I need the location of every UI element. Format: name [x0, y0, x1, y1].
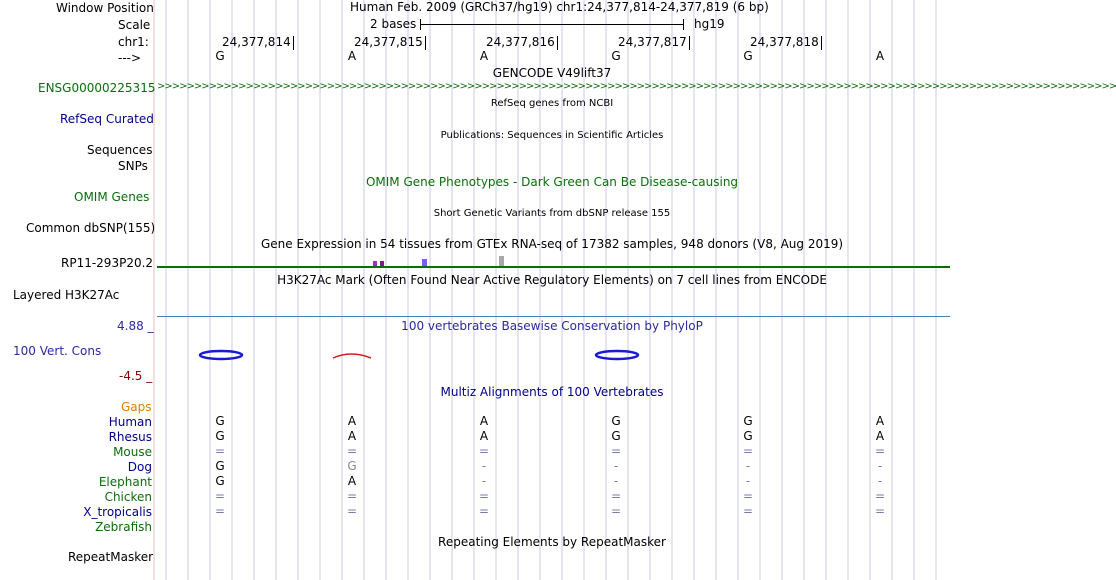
- gtex-expression-bar[interactable]: [422, 259, 427, 266]
- alignment-base: G: [611, 414, 621, 428]
- refseq-curated-label[interactable]: RefSeq Curated: [60, 112, 154, 126]
- alignment-base: -: [613, 474, 619, 488]
- phylop-logo-a[interactable]: [331, 352, 373, 360]
- scale-bases-text: 2 bases: [370, 17, 417, 31]
- multiz-track-title[interactable]: Multiz Alignments of 100 Vertebrates: [440, 385, 664, 399]
- alignment-base: G: [611, 429, 621, 443]
- h3k27ac-signal-line[interactable]: [157, 316, 950, 317]
- gtex-expression-bar[interactable]: [373, 261, 377, 266]
- repeatmasker-label[interactable]: RepeatMasker: [68, 550, 154, 564]
- phylop-min-value: -4.5 _: [119, 369, 153, 383]
- phylop-track-title[interactable]: 100 vertebrates Basewise Conservation by PhyloP: [401, 319, 703, 333]
- alignment-base: A: [479, 429, 489, 443]
- sequence-base: G: [611, 49, 621, 63]
- alignment-base: =: [742, 489, 754, 503]
- alignment-base: G: [215, 429, 225, 443]
- alignment-base: =: [346, 489, 358, 503]
- coordinate-tick: 24,377,818: [750, 35, 819, 49]
- alignment-base: =: [214, 444, 226, 458]
- repeatmasker-track-title[interactable]: Repeating Elements by RepeatMasker: [438, 535, 666, 549]
- chr-label: chr1:: [118, 35, 149, 49]
- sequence-base: A: [347, 49, 357, 63]
- alignment-base: G: [215, 414, 225, 428]
- alignment-base: =: [742, 504, 754, 518]
- gtex-track-title[interactable]: Gene Expression in 54 tissues from GTEx RNA-seq of 17382 samples, 948 donors (V8, Aug 2019): [260, 237, 844, 251]
- species-label[interactable]: Elephant: [98, 475, 152, 489]
- alignment-base: G: [743, 429, 753, 443]
- gencode-gene-label[interactable]: ENSG00000225315: [38, 81, 156, 95]
- layered-h3k27ac-label[interactable]: Layered H3K27Ac: [13, 288, 120, 302]
- gtex-expression-bar[interactable]: [157, 266, 950, 268]
- alignment-base: =: [610, 444, 622, 458]
- publications-track-title[interactable]: Publications: Sequences in Scientific Articles: [440, 130, 664, 141]
- alignment-base: =: [478, 444, 490, 458]
- alignment-base: -: [745, 459, 751, 473]
- gaps-label[interactable]: Gaps: [121, 400, 152, 414]
- assembly-position-text: Human Feb. 2009 (GRCh37/hg19) chr1:24,377,814-24,377,819 (6 bp): [350, 0, 769, 14]
- phylop-logo-g1[interactable]: [199, 349, 245, 361]
- strand-arrow-label[interactable]: --->: [118, 51, 142, 65]
- species-label[interactable]: Human: [108, 415, 152, 429]
- alignment-base: =: [214, 504, 226, 518]
- scale-bar: [420, 24, 684, 25]
- sequence-base: A: [479, 49, 489, 63]
- sequence-base: G: [215, 49, 225, 63]
- alignment-base: -: [613, 459, 619, 473]
- alignment-base: G: [347, 459, 357, 473]
- gtex-gene-label[interactable]: RP11-293P20.2: [61, 256, 154, 270]
- alignment-base: A: [875, 414, 885, 428]
- alignment-base: G: [215, 459, 225, 473]
- alignment-base: G: [215, 474, 225, 488]
- gencode-track-title[interactable]: GENCODE V49lift37: [492, 66, 612, 80]
- phylop-track-label[interactable]: 100 Vert. Cons: [13, 344, 102, 358]
- alignment-base: A: [347, 429, 357, 443]
- refseq-track-title[interactable]: RefSeq genes from NCBI: [490, 98, 614, 109]
- alignment-base: =: [874, 489, 886, 503]
- sequence-base: G: [743, 49, 753, 63]
- coordinate-tick: 24,377,817: [618, 35, 687, 49]
- omim-genes-label[interactable]: OMIM Genes: [74, 190, 150, 204]
- omim-track-title[interactable]: OMIM Gene Phenotypes - Dark Green Can Be Disease-causing: [365, 175, 739, 189]
- alignment-base: A: [479, 414, 489, 428]
- gencode-gene-feature[interactable]: >>>>>>>>>>>>>>>>>>>>>>>>>>>>>>>>>>>>>>>>>>>>>>>>>>>>>>>>>>>>>>>>>>>>>>>>>>>>>>>>>>>>>>>>>>>>>>>>>>>>>>>>>>>>>>>>>>>>>>>>>>>>>>>>>>: [157, 81, 1116, 92]
- species-label[interactable]: Zebrafish: [95, 520, 152, 534]
- coordinate-tick: 24,377,814: [222, 35, 291, 49]
- alignment-base: =: [874, 504, 886, 518]
- species-label[interactable]: Rhesus: [108, 430, 152, 444]
- alignment-base: A: [347, 474, 357, 488]
- alignment-base: =: [214, 489, 226, 503]
- snps-label[interactable]: SNPs: [118, 159, 148, 173]
- species-label[interactable]: X_tropicalis: [83, 505, 152, 519]
- alignment-base: =: [610, 489, 622, 503]
- coordinate-tick: 24,377,816: [486, 35, 555, 49]
- sequence-base: A: [875, 49, 885, 63]
- alignment-base: =: [478, 489, 490, 503]
- alignment-base: =: [610, 504, 622, 518]
- alignment-base: A: [347, 414, 357, 428]
- sequences-label[interactable]: Sequences: [87, 143, 153, 157]
- alignment-base: =: [874, 444, 886, 458]
- alignment-base: =: [346, 444, 358, 458]
- phylop-max-value: 4.88 _: [117, 319, 154, 333]
- species-label[interactable]: Mouse: [113, 445, 152, 459]
- alignment-base: -: [745, 474, 751, 488]
- common-dbsnp-label[interactable]: Common dbSNP(155): [26, 221, 156, 235]
- database-label: hg19: [694, 17, 725, 31]
- alignment-base: G: [743, 414, 753, 428]
- coordinate-tick: 24,377,815: [354, 35, 423, 49]
- gtex-expression-bar[interactable]: [380, 261, 384, 266]
- dbsnp-track-title[interactable]: Short Genetic Variants from dbSNP release 155: [433, 208, 671, 219]
- species-label[interactable]: Chicken: [104, 490, 152, 504]
- alignment-base: -: [877, 459, 883, 473]
- alignment-base: =: [478, 504, 490, 518]
- gtex-expression-bar[interactable]: [499, 256, 504, 266]
- alignment-base: =: [346, 504, 358, 518]
- phylop-logo-g2[interactable]: [595, 349, 641, 361]
- window-position-label: Window Position: [56, 1, 154, 15]
- h3k27ac-track-title[interactable]: H3K27Ac Mark (Often Found Near Active Regulatory Elements) on 7 cell lines from ENCODE: [277, 273, 827, 287]
- alignment-base: A: [875, 429, 885, 443]
- alignment-base: -: [877, 474, 883, 488]
- alignment-base: -: [481, 474, 487, 488]
- scale-label: Scale: [118, 18, 151, 32]
- alignment-base: -: [481, 459, 487, 473]
- species-label[interactable]: Dog: [127, 460, 152, 474]
- alignment-base: =: [742, 444, 754, 458]
